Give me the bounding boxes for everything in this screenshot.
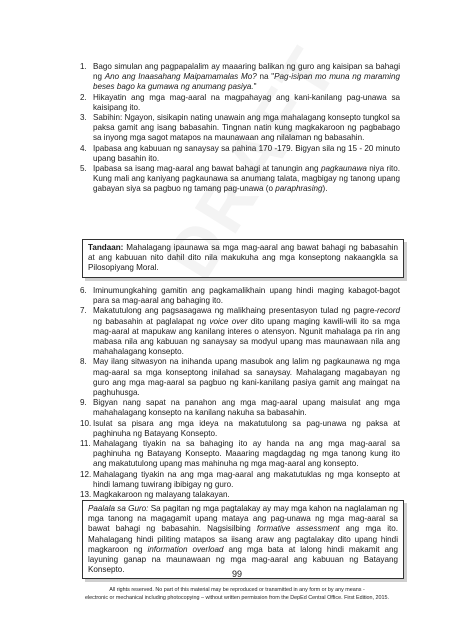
text-run: ang mga ito. Mahalagang hindi piliting matapos sa iisang araw ang pagtalakay dito upang hindi magkaroon ng	[88, 524, 399, 554]
text-run: Sa pagitan ng mga pagtalakay ay may mga kahon na naglalaman ng mga tanong na magagamit upang mataya ang pag-unawa ng mga mag-aaral sa bawat bahagi ng babasahin. Nagsisilbing	[88, 504, 398, 534]
paalala-note-box	[82, 500, 404, 579]
text-run: na "	[256, 72, 275, 82]
text-run: Mahalagang tiyakin na sa bahaging ito ay handa na ang mga mag-aaral sa paghinuha ng Batayang Konsepto. Maaaring magdagdag ng mga tanong kung ito ang makatutulong upang mas mahinuha ng mga mag-aaral ang konsepto.	[93, 439, 400, 469]
text-run: Sabihin: Ngayon, sisikapin nating unawain ang mga mahalagang konsepto tungkol sa paksa gamit ang isang babasahin. Tingnan natin kung magkakaroon ng pagbabago sa inyong mga sagot matapos na maunawaan ang nilalaman ng babasahin.	[93, 113, 400, 143]
italic-text-run: paraphrasing	[275, 184, 323, 194]
italic-text-run: Pag-isipan mo muna ng maraming beses bago ka gumawa ng anumang pasiya.	[93, 72, 400, 92]
instruction-number: 12.	[80, 469, 92, 479]
instruction-number: 13.	[80, 490, 92, 500]
text-run: Mahalagang tiyakin na ang mga mag-aaral ang makatutuklas ng mga konsepto at hindi lamang tuwirang ibibigay ng guro.	[93, 469, 400, 489]
instruction-number: 2.	[80, 92, 87, 102]
instruction-item	[80, 286, 400, 306]
text-run: dito upang maging kawili-wili ito sa mga mag-aaral at mapukaw ang kanilang interes o atensyon. Ngunit mahalaga pa rin ang mabasa nila ang kabuuan ng sanaysay sa modyul upang mas maunawaan nila ang mahahalagang konsepto.	[93, 316, 400, 357]
text-run: ng babasahin at paglalapat ng	[93, 316, 210, 326]
instruction-number: 1.	[80, 62, 87, 71]
text-run: Ipabasa ang kabuuan ng sanaysay sa pahina 170 -179. Bigyan sila ng 15 - 20 minuto upang basahin ito.	[93, 143, 400, 163]
instruction-item	[80, 306, 400, 357]
instruction-item	[80, 419, 400, 439]
copyright-footer	[20, 586, 454, 602]
italic-text-run: information overload	[147, 544, 224, 554]
text-run: May ilang sitwasyon na inihanda upang masubok ang lalim ng pagkaunawa ng mga mag-aaral sa mga konseptong inilahad sa sanaysay. Mahalagang magabayan ng guro ang mga mag-aaral sa pagbuo ng kani-kanilang pasiya gamit ang maingat na paghuhusga.	[93, 357, 400, 398]
instruction-number: 8.	[80, 357, 87, 367]
italic-text-run: Paalala sa Guro:	[88, 504, 149, 513]
italic-text-run: Ano ang Inaasahang Maipamamalas Mo?	[104, 72, 257, 82]
text-run: Magkakaroon ng malayang talakayan.	[93, 490, 230, 500]
italic-text-run: pagkaunawa	[320, 164, 367, 174]
text-run: niya rito. Kung mali ang kaniyang pagkaunawa sa anumang talata, magbigay ng tanong upang gabayan siya sa pagbuo ng tamang pag-unawa (o	[93, 164, 400, 194]
instruction-number: 11.	[80, 439, 91, 449]
text-run: Bago simulan ang pagpapalalim ay maaaring balikan ng guro ang kaisipan sa bahagi ng	[93, 62, 400, 82]
italic-text-run: voice over	[209, 316, 248, 326]
instruction-item	[80, 398, 400, 418]
instruction-item	[80, 144, 400, 164]
text-run: ).	[322, 184, 328, 194]
instruction-item	[80, 164, 400, 195]
text-run: Bigyan nang sapat na panahon ang mga mag-aaral upang maisulat ang mga mahahalagang konsepto na kanilang nakuha sa babasahin.	[93, 398, 400, 418]
text-run: Hikayatin ang mga mag-aaral na magpahayag ang kani-kanilang pag-unawa sa kaisipang ito.	[93, 92, 400, 112]
instruction-item	[80, 93, 400, 113]
text-run: Ipabasa sa isang mag-aaral ang bawat bahagi at tanungin ang	[93, 164, 321, 174]
instruction-number: 9.	[80, 398, 87, 408]
text-run: Isulat sa pisara ang mga ideya na makatutulong sa pag-unawa ng paksa at paghinuha ng Batayang Konsepto.	[93, 418, 400, 438]
instruction-item	[80, 439, 400, 470]
instruction-number: 6.	[80, 286, 87, 295]
instruction-number: 3.	[80, 113, 87, 123]
footer-line-1: All rights reserved. No part of this material may be reproduced or transmitted in any form or by any means -	[109, 587, 365, 593]
instruction-item	[80, 470, 400, 490]
tandaan-text: Mahalagang ipaunawa sa mga mag-aaral ang bawat bahagi ng babasahin at ang kabuuan nito dahil dito nila makukuha ang mga konseptong nakaangkla sa Pilosopiyang Moral.	[88, 243, 398, 273]
instruction-number: 10.	[80, 418, 92, 428]
instruction-item	[80, 357, 400, 398]
instruction-item	[80, 62, 400, 93]
instruction-item	[80, 490, 400, 500]
instruction-number: 7.	[80, 306, 87, 316]
tandaan-label: Tandaan:	[88, 243, 124, 252]
instruction-list-first	[80, 62, 400, 195]
tandaan-note-box	[82, 239, 404, 278]
text-run: Iminumungkahing gamitin ang pagkamalikhain upang hindi maging kabagot-bagot para sa mag-aaral ang bahaging ito.	[93, 286, 400, 306]
instruction-item	[80, 113, 400, 144]
instruction-number: 5.	[80, 164, 87, 174]
instruction-number: 4.	[80, 143, 87, 153]
page-number: 99	[231, 569, 242, 579]
instruction-list-second	[80, 286, 400, 500]
text-run: "	[253, 82, 257, 92]
text-run: ang mga bata at lalong hindi makamit ang layuning ganap na maunawaan ng mga mag-aaral ang kabuuan ng Batayang Konsepto.	[88, 544, 399, 575]
italic-text-run: record	[377, 306, 400, 316]
italic-text-run: formative assessment	[256, 524, 340, 534]
footer-line-2: electronic or mechanical including photocopying – without written permission from the DepEd Central Office. First Edition, 2015.	[84, 595, 390, 601]
text-run: Makatutulong ang pagsasagawa ng malikhaing presentasyon tulad ng pagre-	[93, 306, 378, 316]
